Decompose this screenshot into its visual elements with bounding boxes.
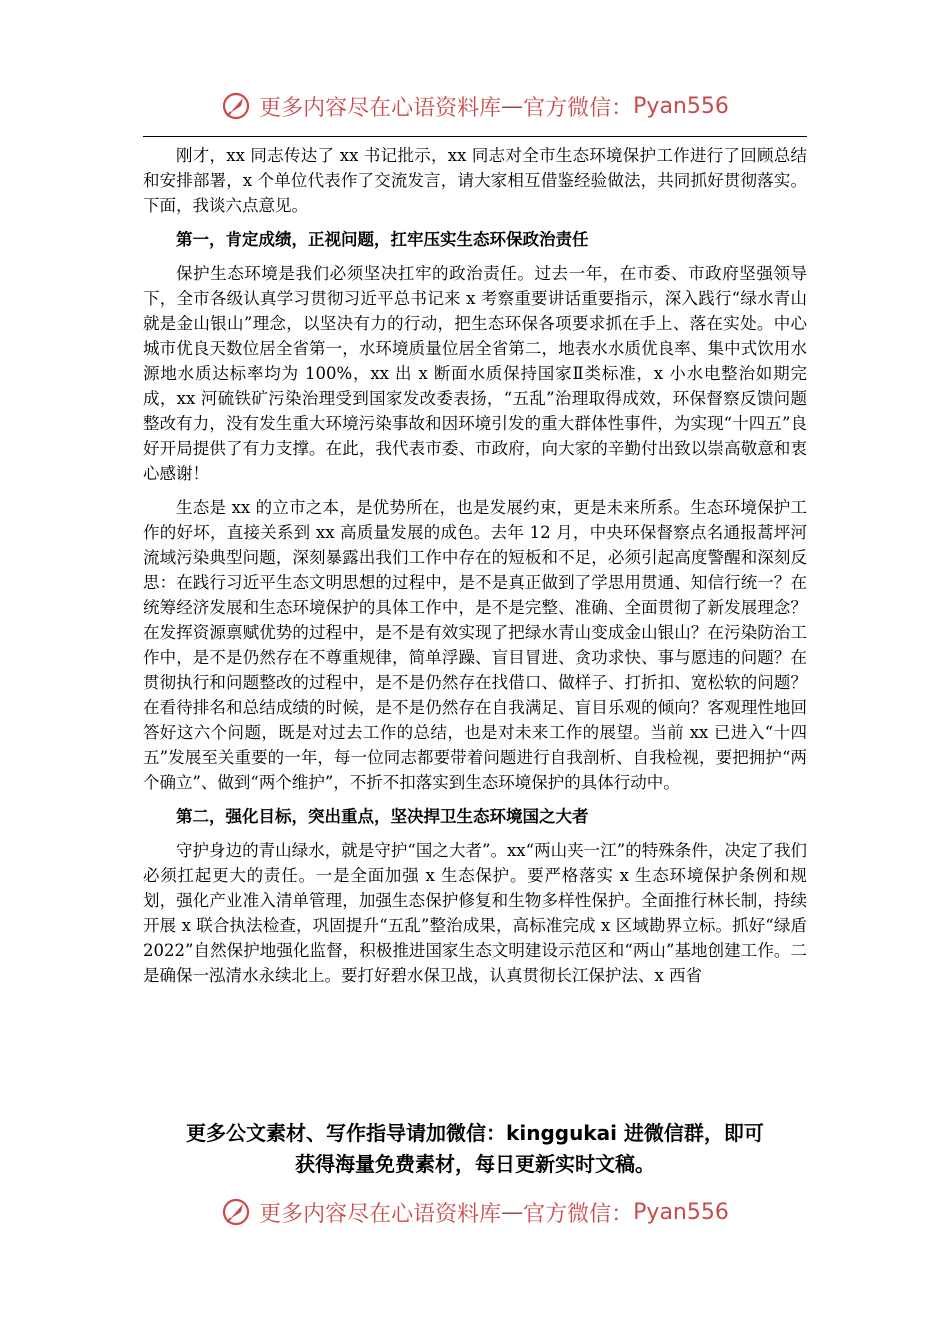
watermark-label: 官方微信：	[523, 95, 634, 121]
document-body	[143, 143, 807, 988]
quill-pen-logo-icon	[221, 1197, 251, 1227]
watermark-brand: 更多内容尽在心语资料库	[259, 1201, 502, 1227]
section-heading-2: 第二，强化目标，突出重点，坚决捍卫生态环境国之大者	[176, 807, 589, 826]
body-paragraph-3: 守护身边的青山绿水，就是守护“国之大者”。xx“两山夹一江”的特殊条件，决定了我们必须扛起更大的责任。一是全面加强 x 生态保护。要严格落实 x 生态环境保护条例和规划，强化产业准入清单管理，加强生态保护修复和生物多样性保护。全面推行林长制，持续开展 x 联合执法检查，巩固提升“五乱”整治成果，高标准完成 x 区域勘界立标。抓好“绿盾 2022”自然保护地强化监督，积极推进国家生态文明建设示范区和“两山”基地创建工作。二是确保一泓清水永续北上。要打好碧水保卫战，认真贯彻长江保护法、x 西省	[143, 841, 807, 985]
promo-line-2: 获得海量免费素材，每日更新实时文稿。	[295, 1152, 655, 1176]
watermark-dash: —	[501, 1199, 524, 1225]
watermark-label: 官方微信：	[523, 1201, 634, 1227]
watermark-wechat-id: Pyan556	[633, 1199, 729, 1225]
footer-watermark	[0, 1192, 950, 1232]
body-paragraph-1: 保护生态环境是我们必须坚决扛牢的政治责任。过去一年，在市委、市政府坚强领导下，全市各级认真学习贯彻习近平总书记来 x 考察重要讲话重要指示，深入践行“绿水青山就是金山银山”理念，以坚决有力的行动，把生态环保各项要求抓在手上、落在实处。中心城市优良天数位居全省第一，水环境质量位居全省第二，地表水水质优良率、集中式饮用水源地水质达标率均为 100%，xx 出 x 断面水质保持国家Ⅱ类标准，x 小水电整治如期完成，xx 河硫铁矿污染治理受到国家发改委表扬，“五乱”治理取得成效，环保督察反馈问题整改有力，没有发生重大环境污染事故和因环境引发的重大群体性事件，为实现“十四五”良好开局提供了有力支撑。在此，我代表市委、市政府，向大家的辛勤付出致以崇高敬意和衷心感谢！	[143, 264, 807, 483]
body-paragraph-2: 生态是 xx 的立市之本，是优势所在，也是发展约束，更是未来所系。生态环境保护工作的好坏，直接关系到 xx 高质量发展的成色。去年 12 月，中央环保督察点名通报蒿坪河流域污染典型问题，深刻暴露出我们工作中存在的短板和不足，必须引起高度警醒和深刻反思：在践行习近平生态文明思想的过程中，是不是真正做到了学思用贯通、知信行统一？在统筹经济发展和生态环境保护的具体工作中，是不是完整、准确、全面贯彻了新发展理念？在发挥资源禀赋优势的过程中，是不是有效实现了把绿水青山变成金山银山？在污染防治工作中，是不是仍然存在不尊重规律，简单浮躁、盲目冒进、贪功求快、事与愿违的问题？在贯彻执行和问题整改的过程中，是不是仍然存在找借口、做样子、打折扣、宽松软的问题？在看待排名和总结成绩的时候，是不是仍然存在自我满足、盲目乐观的倾向？客观理性地回答好这六个问题，既是对过去工作的总结，也是对未来工作的展望。当前 xx 已进入“十四五”发展至关重要的一年，每一位同志都要带着问题进行自我剖析、自我检视，要把拥护“两个确立”、做到“两个维护”，不折不扣落实到生态环境保护的具体行动中。	[143, 498, 807, 792]
section-heading-1: 第一，肯定成绩，正视问题，扛牢压实生态环保政治责任	[176, 230, 589, 249]
quill-pen-logo-icon	[221, 91, 251, 121]
watermark-wechat-id: Pyan556	[633, 93, 729, 119]
intro-paragraph: 刚才，xx 同志传达了 xx 书记批示，xx 同志对全市生态环境保护工作进行了回顾总结和安排部署，x 个单位代表作了交流发言，请大家相互借鉴经验做法，共同抓好贯彻落实。下面，我谈六点意见。	[143, 146, 807, 215]
promo-call-to-action	[130, 1118, 820, 1180]
header-watermark	[0, 86, 950, 126]
watermark-brand: 更多内容尽在心语资料库	[259, 95, 502, 121]
watermark-dash: —	[501, 93, 524, 119]
promo-line-1: 更多公文素材、写作指导请加微信：kinggukai 进微信群，即可	[186, 1121, 764, 1145]
header-rule	[143, 136, 807, 137]
